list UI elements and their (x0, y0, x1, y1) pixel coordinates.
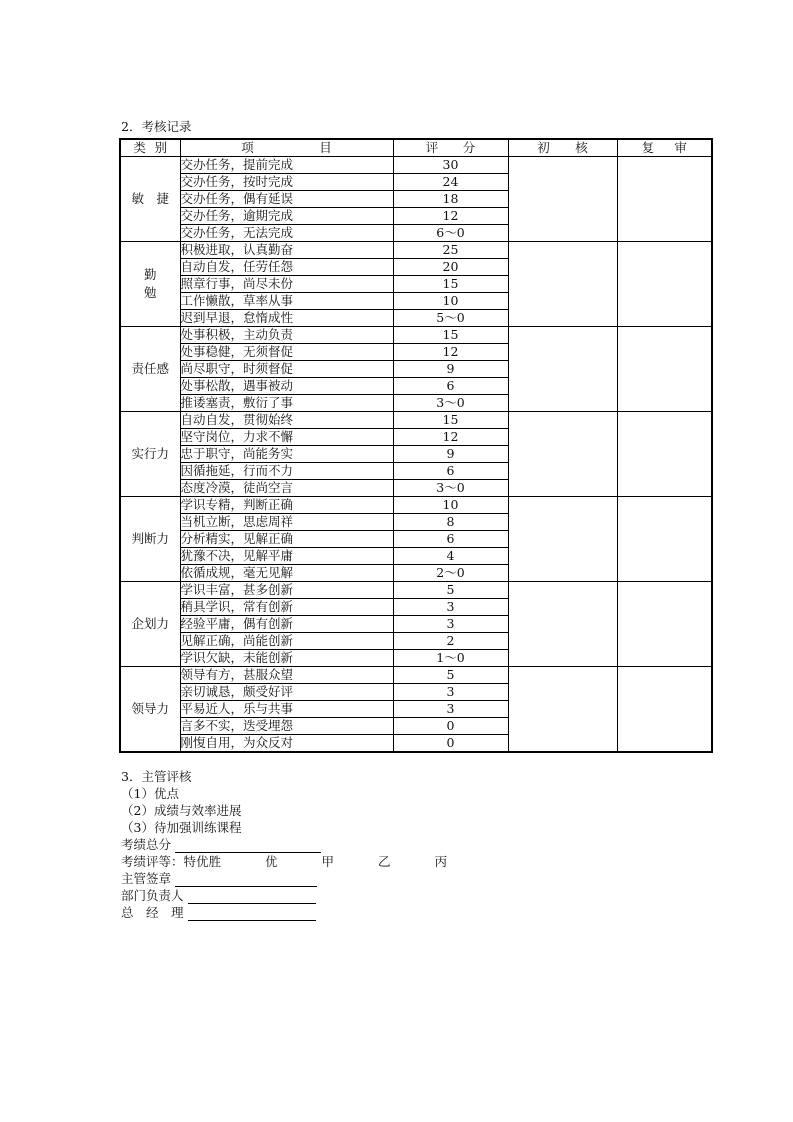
score-cell: 12 (393, 344, 508, 361)
supervisor-signature-field[interactable] (175, 872, 317, 887)
category-cell (120, 412, 180, 497)
score-cell: 20 (393, 259, 508, 276)
final-review-cell[interactable] (617, 242, 712, 327)
item-cell: 分析精实，见解正确 (180, 531, 393, 548)
item-cell: 交办任务，按时完成 (180, 174, 393, 191)
score-cell: 2～0 (393, 565, 508, 582)
item-cell: 见解正确，尚能创新 (180, 633, 393, 650)
category-cell (120, 497, 180, 582)
item-cell: 交办任务，偶有延误 (180, 191, 393, 208)
item-cell: 依循成规，毫无见解 (180, 565, 393, 582)
category-label: 责任感 (131, 361, 169, 376)
table-row (120, 242, 712, 259)
score-cell: 6 (393, 531, 508, 548)
item-cell: 学识丰富，甚多创新 (180, 582, 393, 599)
category-cell (120, 667, 180, 753)
final-review-cell[interactable] (617, 582, 712, 667)
grade-row (121, 853, 447, 870)
score-cell: 0 (393, 718, 508, 735)
item-cell: 亲切诚恳，颇受好评 (180, 684, 393, 701)
item-cell: 态度冷漠，徒尚空言 (180, 480, 393, 497)
category-cell (120, 242, 180, 327)
category-cell (120, 157, 180, 242)
score-cell: 15 (393, 327, 508, 344)
score-cell: 6 (393, 378, 508, 395)
item-cell: 尚尽职守，时须督促 (180, 361, 393, 378)
score-cell: 25 (393, 242, 508, 259)
item-cell: 自动自发，任劳任怨 (180, 259, 393, 276)
header-category: 类 别 (120, 139, 180, 157)
score-cell: 0 (393, 735, 508, 753)
initial-review-cell[interactable] (508, 412, 617, 497)
supervisor-review-section (121, 768, 447, 921)
item-cell: 坚守岗位，力求不懈 (180, 429, 393, 446)
table-row (120, 582, 712, 599)
table-row (120, 497, 712, 514)
initial-review-cell[interactable] (508, 327, 617, 412)
item-cell: 领导有方，甚服众望 (180, 667, 393, 684)
total-score-field[interactable] (175, 838, 321, 853)
item-cell: 交办任务，无法完成 (180, 225, 393, 242)
header-item: 项 目 (180, 139, 393, 157)
item-cell: 经验平庸，偶有创新 (180, 616, 393, 633)
dept-head-label: 部门负责人 (121, 888, 184, 903)
category-label: 敏 捷 (131, 191, 169, 206)
score-cell: 24 (393, 174, 508, 191)
item-cell: 平易近人，乐与共事 (180, 701, 393, 718)
progress-label: （2）成绩与效率进展 (121, 803, 242, 818)
score-cell: 3～0 (393, 480, 508, 497)
item-cell: 犹豫不决，见解平庸 (180, 548, 393, 565)
category-cell (120, 327, 180, 412)
item-cell: 自动自发，贯彻始终 (180, 412, 393, 429)
score-cell: 6～0 (393, 225, 508, 242)
item-cell: 处事松散，遇事被动 (180, 378, 393, 395)
item-cell: 忠于职守，尚能务实 (180, 446, 393, 463)
initial-review-cell[interactable] (508, 242, 617, 327)
category-label: 勤勉 (143, 267, 157, 300)
header-initial-review: 初 核 (508, 139, 617, 157)
item-cell: 交办任务，提前完成 (180, 157, 393, 174)
score-cell: 6 (393, 463, 508, 480)
initial-review-cell[interactable] (508, 497, 617, 582)
general-manager-field[interactable] (188, 906, 316, 921)
score-cell: 5 (393, 582, 508, 599)
item-cell: 学识专精，判断正确 (180, 497, 393, 514)
score-cell: 9 (393, 361, 508, 378)
table-row (120, 157, 712, 174)
merits-label: （1）优点 (121, 786, 179, 801)
table-header-row (120, 139, 712, 157)
score-cell: 18 (393, 191, 508, 208)
table-row (120, 327, 712, 344)
score-cell: 3 (393, 616, 508, 633)
category-label: 判断力 (131, 531, 169, 546)
item-cell: 处事积极，主动负责 (180, 327, 393, 344)
score-cell: 15 (393, 276, 508, 293)
section-title-review-record: 2．考核记录 (121, 119, 192, 134)
score-cell: 15 (393, 412, 508, 429)
item-cell: 因循拖延，行而不力 (180, 463, 393, 480)
item-cell: 当机立断，思虑周祥 (180, 514, 393, 531)
grade-option-excellent[interactable]: 优 (265, 854, 278, 869)
general-manager-label: 总 经 理 (121, 905, 184, 920)
score-cell: 10 (393, 293, 508, 310)
score-cell: 3 (393, 599, 508, 616)
initial-review-cell[interactable] (508, 667, 617, 753)
item-cell: 稍具学识，常有创新 (180, 599, 393, 616)
category-label: 领导力 (131, 701, 169, 716)
supervisor-signature-row (121, 870, 447, 887)
category-cell (120, 582, 180, 667)
score-cell: 1～0 (393, 650, 508, 667)
item-cell: 交办任务，逾期完成 (180, 208, 393, 225)
dept-head-row (121, 887, 447, 904)
final-review-cell[interactable] (617, 412, 712, 497)
item-cell: 照章行事，尚尽未份 (180, 276, 393, 293)
score-cell: 12 (393, 429, 508, 446)
review-record-table (119, 138, 713, 753)
grade-option-a[interactable]: 甲 (321, 854, 335, 869)
grade-label: 考绩评等：特优胜 (121, 854, 222, 869)
initial-review-cell[interactable] (508, 582, 617, 667)
item-cell: 处事稳健，无须督促 (180, 344, 393, 361)
score-cell: 8 (393, 514, 508, 531)
header-final-review: 复 审 (617, 139, 712, 157)
score-cell: 3～0 (393, 395, 508, 412)
header-score: 评 分 (393, 139, 508, 157)
dept-head-field[interactable] (188, 889, 316, 904)
score-cell: 30 (393, 157, 508, 174)
score-cell: 5～0 (393, 310, 508, 327)
supervisor-signature-label: 主管签章 (121, 871, 172, 886)
score-cell: 4 (393, 548, 508, 565)
score-cell: 12 (393, 208, 508, 225)
score-cell: 9 (393, 446, 508, 463)
initial-review-cell[interactable] (508, 157, 617, 242)
total-score-row (121, 836, 447, 853)
score-cell: 3 (393, 684, 508, 701)
item-cell: 推诿塞责，敷衍了事 (180, 395, 393, 412)
score-cell: 2 (393, 633, 508, 650)
table-row (120, 412, 712, 429)
item-cell: 学识欠缺，未能创新 (180, 650, 393, 667)
final-review-cell[interactable] (617, 157, 712, 242)
score-cell: 5 (393, 667, 508, 684)
grade-option-b[interactable]: 乙 (378, 854, 391, 869)
item-cell: 迟到早退，怠惰成性 (180, 310, 393, 327)
training-label: （3）待加强训练课程 (121, 820, 242, 835)
total-score-label: 考绩总分 (121, 837, 172, 852)
item-cell: 刚愎自用，为众反对 (180, 735, 393, 753)
table-row (120, 667, 712, 684)
review-table-body (120, 157, 712, 753)
item-cell: 工作懒散，草率从事 (180, 293, 393, 310)
item-cell: 言多不实，迭受埋怨 (180, 718, 393, 735)
section-title-supervisor-review: 3．主管评核 (121, 769, 192, 784)
final-review-cell[interactable] (617, 667, 712, 753)
category-label: 实行力 (131, 446, 169, 461)
final-review-cell[interactable] (617, 327, 712, 412)
item-cell: 积极进取，认真勤奋 (180, 242, 393, 259)
category-label: 企划力 (131, 616, 169, 631)
grade-option-c[interactable]: 丙 (434, 854, 448, 869)
general-manager-row (121, 904, 447, 921)
score-cell: 10 (393, 497, 508, 514)
final-review-cell[interactable] (617, 497, 712, 582)
score-cell: 3 (393, 701, 508, 718)
